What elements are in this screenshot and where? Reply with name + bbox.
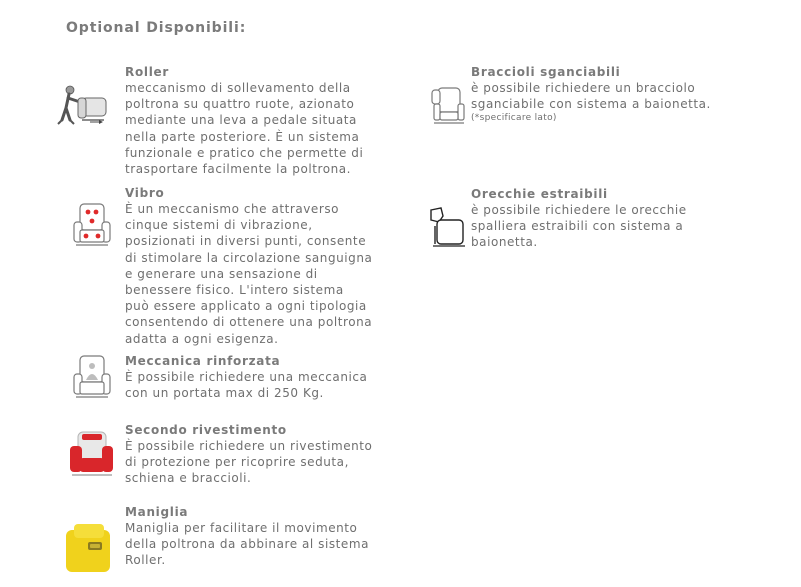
chair-vibration-points-icon xyxy=(72,202,112,248)
option-description: È possibile richiedere un rivestimento di protezione per ricoprire seduta, schiena e braccioli. xyxy=(125,439,373,486)
detachable-armrest-chair-icon xyxy=(430,86,466,126)
option-title: Vibro xyxy=(125,186,165,200)
covered-chair-icon xyxy=(66,428,116,478)
yellow-handle-chair-icon xyxy=(64,522,114,572)
option-description: è possibile richiedere un bracciolo sganciabile con sistema a baionetta. (*specificare lato) xyxy=(471,81,711,124)
option-title: Braccioli sganciabili xyxy=(471,65,621,79)
option-title: Meccanica rinforzata xyxy=(125,354,281,368)
option-title: Orecchie estraibili xyxy=(471,187,608,201)
option-title: Maniglia xyxy=(125,505,189,519)
option-description: meccanismo di sollevamento della poltrona su quattro ruote, azionato mediante una leva a pedale situata nella parte posteriore. È un sistema funzionale e pratico che permette di trasportare facilmente la poltrona. xyxy=(125,81,364,177)
option-description: Maniglia per facilitare il movimento della poltrona da abbinare al sistema Roller. xyxy=(125,521,369,568)
option-description: è possibile richiedere le orecchie spalliera estraibili con sistema a baionetta. xyxy=(471,203,687,250)
option-note: (*specificare lato) xyxy=(471,113,557,124)
removable-headrest-chair-icon xyxy=(427,206,467,248)
option-title: Secondo rivestimento xyxy=(125,423,287,437)
option-title: Roller xyxy=(125,65,169,79)
person-pushing-chair-icon xyxy=(56,84,112,128)
option-description: È un meccanismo che attraverso cinque sistemi di vibrazione, posizionati in diversi punti, consente di stimolare la circolazione sanguigna e generare una sensazione di benessere fisico. L'intero sistema può essere applicato a ogni tipologia consentendo di ottenere una poltrona adatta a ogni esigenza. xyxy=(125,202,373,346)
option-description: È possibile richiedere una meccanica con un portata max di 250 Kg. xyxy=(125,370,368,401)
reinforced-chair-icon xyxy=(72,354,112,400)
page-title: Optional Disponibili: xyxy=(66,20,247,36)
